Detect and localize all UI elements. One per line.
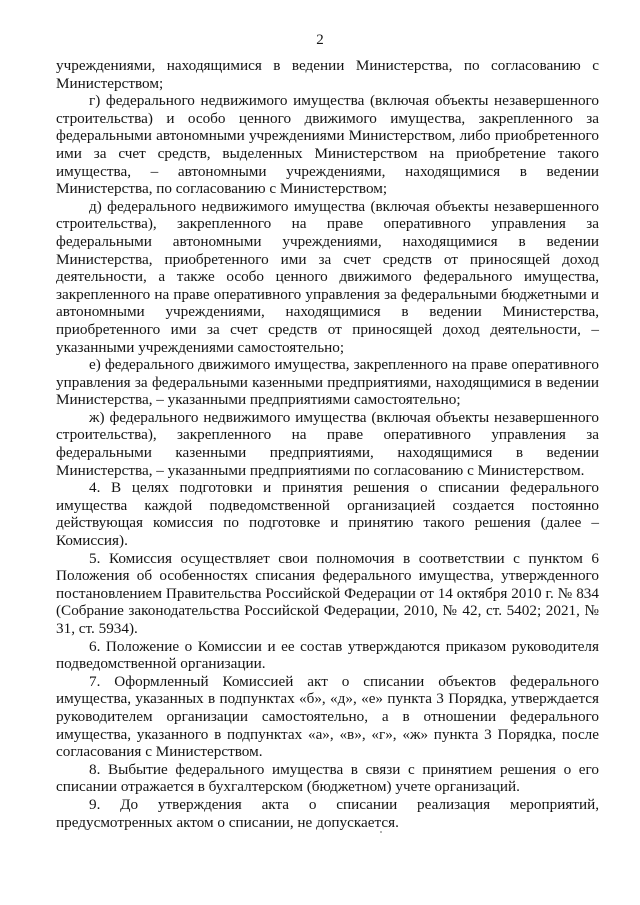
page-number: 2 [316,32,324,48]
paragraph-6: 6. Положение о Комиссии и ее состав утверждаются приказом руководителя подведомственной организации. [56,637,599,673]
paragraph-4: 4. В целях подготовки и принятия решения о списании федерального имущества каждой подведомственной организацией создается постоянно действующая комиссия по подготовке и принятию такого решения (далее – Комиссия). [56,479,599,550]
paragraph-continuation: учреждениями, находящимися в ведении Министерства, по согласованию с Министерством; [56,57,599,92]
document-body [56,57,599,831]
paragraph-item-e: е) федерального движимого имущества, закрепленного на праве оперативного управления за федеральными казенными предприятиями, находящимися в ведении Министерства, – указанными предприятиями самостоятельно; [56,356,599,409]
paragraph-8: 8. Выбытие федерального имущества в связи с принятием решения о его списании отражается в бухгалтерском (бюджетном) учете организаций. [56,760,599,796]
paragraph-item-zh: ж) федерального недвижимого имущества (включая объекты незавершенного строительства), закрепленного на праве оперативного управления за федеральными казенными предприятиями, находящимися в ведении Министерства, – указанными предприятиями по согласованию с Министерством. [56,408,599,479]
scan-speck [380,831,382,833]
paragraph-5: 5. Комиссия осуществляет свои полномочия в соответствии с пунктом 6 Положения об особенностях списания федерального имущества, утвержденного постановлением Правительства Российской Федерации от 14 октября 2010 г. № 834 (Собрание законодательства Российской Федерации, 2010, № 42, ст. 5402; 2021, № 31, ст. 5934). [56,549,599,637]
paragraph-7: 7. Оформленный Комиссией акт о списании объектов федерального имущества, указанных в подпунктах «б», «д», «е» пункта 3 Порядка, утверждается руководителем организации самостоятельно, а в отношении федерального имущества, указанного в подпунктах «а», «в», «г», «ж» пункта 3 Порядка, после согласования с Министерством. [56,672,599,761]
paragraph-9: 9. До утверждения акта о списании реализация мероприятий, предусмотренных актом о списании, не допускается. [56,795,599,831]
paragraph-item-d: д) федерального недвижимого имущества (включая объекты незавершенного строительства), закрепленного на праве оперативного управления за федеральными автономными учреждениями, находящимися в ведении Министерства, приобретенного ими за счет средств от приносящей доход деятельности, а также особо ценного движимого федерального имущества, закрепленного на праве оперативного управления за федеральными бюджетными и автономными учреждениями, находящимися в ведении Министерства, приобретенного ими за счет средств от приносящей доход деятельности, – указанными учреждениями самостоятельно; [56,197,599,356]
paragraph-item-g: г) федерального недвижимого имущества (включая объекты незавершенного строительства) и особо ценного движимого имущества, закрепленного за федеральными автономными учреждениями Министерством, либо приобретенного ими за счет средств, выделенных Министерством на приобретение такого имущества, – автономными учреждениями, находящимися в ведении Министерства, по согласованию с Министерством; [56,92,599,198]
